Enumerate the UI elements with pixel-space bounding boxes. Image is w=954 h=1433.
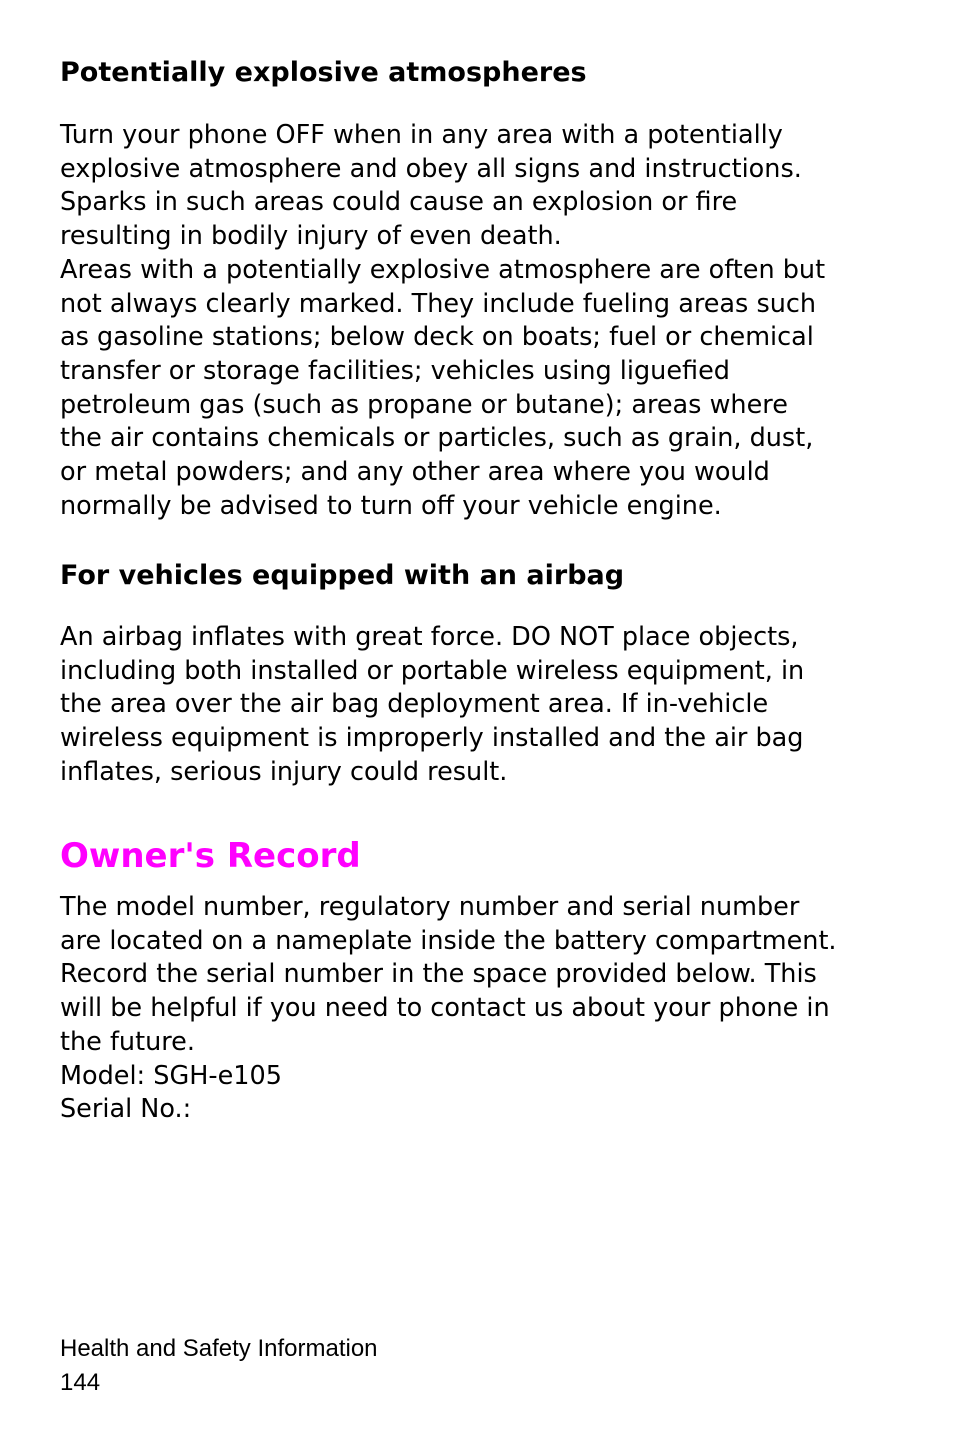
text-line: the area over the air bag deployment area. If in-vehicle bbox=[60, 689, 769, 720]
text-line: An airbag inflates with great force. DO NOT place objects, bbox=[60, 622, 799, 652]
text-line: Record the serial number in the space provided below. This bbox=[60, 959, 817, 990]
serial-number-label: Serial No.: bbox=[60, 1094, 192, 1125]
model-number: Model: SGH-e105 bbox=[60, 1060, 282, 1091]
section-heading-owners-record: Owner's Record bbox=[60, 836, 361, 876]
text-line: not always clearly marked. They include fueling areas such bbox=[60, 288, 817, 319]
text-line: resulting in bodily injury of even death. bbox=[60, 221, 562, 252]
text-line: or metal powders; and any other area where you would bbox=[60, 457, 770, 488]
text-line: inflates, serious injury could result. bbox=[60, 756, 508, 787]
paragraph-owners-record bbox=[60, 891, 890, 1127]
text-line: transfer or storage facilities; vehicles using liguefied bbox=[60, 355, 730, 386]
text-line: are located on a nameplate inside the battery compartment. bbox=[60, 925, 837, 956]
paragraph-airbag bbox=[60, 621, 890, 790]
text-line: as gasoline stations; below deck on boats; fuel or chemical bbox=[60, 322, 814, 353]
paragraph-explosive-atmospheres bbox=[60, 119, 890, 523]
section-heading-airbag: For vehicles equipped with an airbag bbox=[60, 560, 625, 591]
text-line: explosive atmosphere and obey all signs and instructions. bbox=[60, 153, 802, 184]
text-line: including both installed or portable wireless equipment, in bbox=[60, 655, 805, 686]
footer-section-name: Health and Safety Information bbox=[60, 1335, 378, 1362]
text-line: the air contains chemicals or particles, such as grain, dust, bbox=[60, 423, 814, 454]
text-line: normally be advised to turn off your vehicle engine. bbox=[60, 490, 722, 521]
text-line: will be helpful if you need to contact us about your phone in bbox=[60, 993, 830, 1024]
text-line: Turn your phone OFF when in any area with a potentially bbox=[60, 120, 783, 150]
footer-page-number: 144 bbox=[60, 1369, 101, 1396]
text-line: Areas with a potentially explosive atmosphere are often but bbox=[60, 254, 826, 285]
text-line: the future. bbox=[60, 1026, 195, 1057]
text-line: petroleum gas (such as propane or butane); areas where bbox=[60, 389, 788, 420]
section-heading-explosive-atmospheres: Potentially explosive atmospheres bbox=[60, 57, 587, 88]
text-line: The model number, regulatory number and serial number bbox=[60, 892, 800, 922]
text-line: wireless equipment is improperly installed and the air bag bbox=[60, 723, 804, 754]
text-line: Sparks in such areas could cause an explosion or fire bbox=[60, 187, 738, 218]
